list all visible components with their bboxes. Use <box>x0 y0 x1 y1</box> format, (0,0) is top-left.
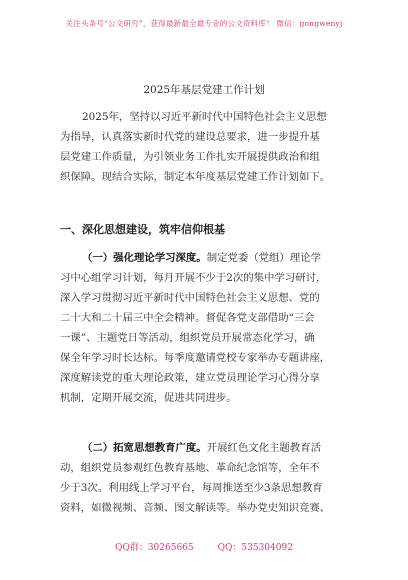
paragraph-text: 制定党委（党组）理论学 <box>206 252 321 264</box>
paragraph-line: 二十大和二十届三中全会精神。督促各党支部借助“三会 <box>60 312 315 324</box>
footer-qq-group: QQ群：30265665 <box>115 543 194 553</box>
paragraph-line: 深度解读党的重大理论政策，建立党员理论学习心得分享 <box>60 372 320 384</box>
intro-line: 织保障。现结合实际，制定本年度基层党建工作计划如下。 <box>60 171 331 183</box>
intro-line: 层党建工作质量，为引领业务工作扎实开展提供政治和组 <box>60 151 320 163</box>
paragraph-line: 资料，如微视频、音频、图文解读等。举办党史知识竞赛、 <box>60 502 331 514</box>
paragraph-lead: （二）拓宽思想教育广度。 <box>82 442 207 454</box>
footer-qq: QQ：535304092 <box>217 543 293 553</box>
paragraph-line: 习中心组学习计划，每月开展不少于2次的集中学习研讨， <box>60 272 327 284</box>
paragraph-line: 机制，定期开展交流，促进共同进步。 <box>60 392 237 404</box>
paragraph-first-line <box>60 248 354 268</box>
paragraph-line: 少于3次。利用线上学习平台，每周推送至少3条思想教育 <box>60 482 323 494</box>
section-heading: 一、深化思想建设，筑牢信仰根基 <box>60 223 225 236</box>
paragraph-line: 一课”、主题党日等活动，组织党员开展常态化学习，确 <box>60 332 315 344</box>
paragraph-first-line <box>60 438 354 458</box>
intro-paragraph <box>60 107 354 187</box>
footer-contact <box>0 540 408 553</box>
paragraph-ideological-education <box>60 438 354 518</box>
intro-line: 为指导，认真落实新时代党的建设总要求，进一步提升基 <box>60 131 320 143</box>
paragraph-lead: （一）强化理论学习深度。 <box>82 252 207 264</box>
paragraph-line: 保全年学习时长达标。每季度邀请党校专家举办专题讲座， <box>60 352 331 364</box>
paragraph-line: 动，组织党员参观红色教育基地、革命纪念馆等，全年不 <box>60 462 320 474</box>
intro-line: 2025年，坚持以习近平新时代中国特色社会主义思想 <box>82 111 327 123</box>
paragraph-text: 开展红色文化主题教育活 <box>206 442 321 454</box>
paragraph-line: 深入学习贯彻习近平新时代中国特色社会主义思想、党的 <box>60 292 320 304</box>
paragraph-theory-study <box>60 248 354 408</box>
header-notice: 关注头条号“公文研究”，获得最新最全最专业的公文资料库！ 微信：gongwenyj <box>65 19 343 28</box>
document-title: 2025年基层党建工作计划 <box>143 84 265 96</box>
